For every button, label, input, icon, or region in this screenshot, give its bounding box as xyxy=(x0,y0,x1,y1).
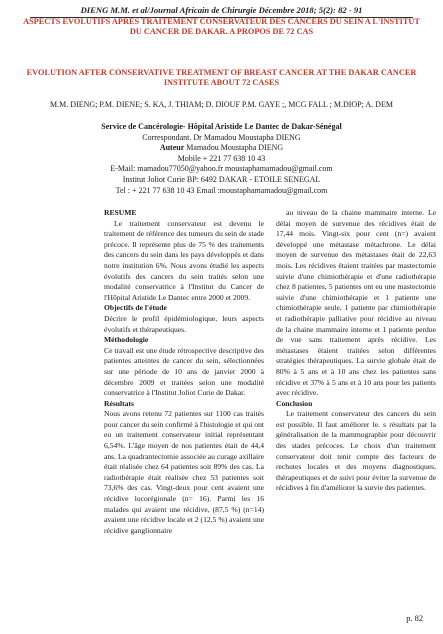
objectifs-heading: Objectifs de l'étude xyxy=(104,303,167,313)
left-column xyxy=(104,208,264,536)
page-number: p. 82 xyxy=(406,614,423,623)
title-english: EVOLUTION AFTER CONSERVATIVE TREATMENT OF BREAST CANCER AT THE DAKAR CANCER INSTITUTE ABOUT 72 CASES xyxy=(26,68,417,87)
resume-heading: RESUME xyxy=(104,208,137,217)
tel-line: Tel : + 221 77 638 10 43 Email :moustaphamamadou@gmail.com xyxy=(115,185,328,195)
objectifs-text: Décrire le profil épidémiologique, leurs aspects évolutifs et thérapeutiques. xyxy=(104,313,264,334)
running-head: DIENG M.M. et al/Journal Africain de Chirurgie Décembre 2018; 5(2): 82 - 91 xyxy=(80,5,363,15)
service-line: Service de Cancérologie- Hôpital Aristide Le Dantec de Dakar-Sénégal xyxy=(101,122,342,131)
conclusion-text: Le traitement conservateur des cancers du sein est possible. Il faut améliorer le. s résultats par la généralisation de la mammographie pour découvrir des stades précoces. Le choix d'un traitement conservateur doit tenir compte des facteurs de rechutes locales et des moyens diagnostiques, thérapeutiques et de suivi pour éviter la survenue de récidives à fin d'améliorer la survie des patientes. xyxy=(276,409,436,493)
auteur-line xyxy=(20,143,423,154)
conclusion-heading: Conclusion xyxy=(276,398,313,408)
resume-text: Le traitement conservateur est devenu le traitement de référence des tumeurs du sein de stade précoce. Il représente plus de 75 % des traitements des cancers du sein dans les pays développés et dans notre institution 6%. Nous avons étudié les aspects évolutifs des cancers du sein traités selon une modalité conservatrice à l'Institut du Cancer de l'Hôpital Aristide Le Dantec entre 2000 et 2009. xyxy=(104,218,264,302)
title-french: ASPECTS EVOLUTIFS APRES TRAITEMENT CONSERVATEUR DES CANCERS DU SEIN A L'INSTITUT DU CANCER DE DAKAR. A PROPOS DE 72 CAS xyxy=(23,17,420,36)
resultats-continued-text: au niveau de la chaine mammaire interne. Le délai moyen de survenue des récidives était de 17,44 mois. Vingt-six pour cent (n=) avaient développé une métastase métachrone. Le délai moyen de survenue des métastases était de 22,63 mois. Les récidives étaient traitées par mastectomie suivie d'une chimiothérapie et d'une radiothérapie chez 8 patientes, 5 patientes ont eu une mastectomie suivie d'une chimiothérapie et 1 patiente une chimiothérapie seule, 1 patiente par chimiothérapie et radiothérapie palliative pour récidive au niveau de la chaine mammaire interne et 1 patiente perdue de vue sans traitement après récidive. Les métastases étaient traitées selon différentes stratégies thérapeutiques. La survie globale était de 80% à 5 ans et à 10 ans chez les patientes sans récidive et 37% à 5 ans et à 10 ans pour les patients avec récidive. xyxy=(276,208,436,398)
mobile-line: Mobile + 221 77 638 10 43 xyxy=(177,153,266,163)
right-column xyxy=(276,208,436,494)
auteur-name: Mamadou Moustapha DIENG xyxy=(184,143,284,153)
author-list: M.M. DIENG; P.M. DIENE; S. KA, J. THIAM; D. DIOUF P.M. GAYE ;, MCG FALL ; M.DIOP; A. DEM xyxy=(50,100,393,109)
methodologie-text: Ce travail est une étude rétrospective descriptive des patientes atteintes de cancer du sein, sélectionnées sur une période de 10 ans de janvier 2000 à décembre 2009 et traitées selon une modalité conservatrice à l'Institut Joliot Curie de Dakar. xyxy=(104,345,264,398)
affiliation-block xyxy=(20,122,423,196)
resultats-text: Nous avons retenu 72 patientes sur 1100 cas traités pour cancer du sein confirmé à l'histologie et qui ont eu un traitement conservateur initial représentant 6,54%. L'âge moyen de nos patientes était de 44,4 ans. La quadrantectomie associée au curage axillaire était réalisée chez 64 patientes soit 89% des cas. La radiothérapie était réalisée chez 53 patientes soit 73,6% des cas. Vingt-deux pour cent avaient une récidive locorégionale (n= 16). Parmi les 16 malades qui avaient une récidive, (87,5 %) (n=14) avaient une récidive locale et 2 (12,5 %) avaient une récidive ganglionnaire xyxy=(104,409,264,535)
email-line: E-Mail: mamadou77050@yahoo.fr moustaphamamadou@gmail.com xyxy=(110,164,333,174)
auteur-label: Auteur xyxy=(159,143,185,153)
institut-line: Institut Joliot Curie BP: 6492 DAKAR - ETOILE SENEGAL xyxy=(122,174,321,184)
resultats-heading: Résultats xyxy=(104,398,134,408)
methodologie-heading: Méthodologie xyxy=(104,335,149,345)
correspondant-line: Correspondant. Dr Mamadou Moustapha DIENG xyxy=(142,132,301,142)
